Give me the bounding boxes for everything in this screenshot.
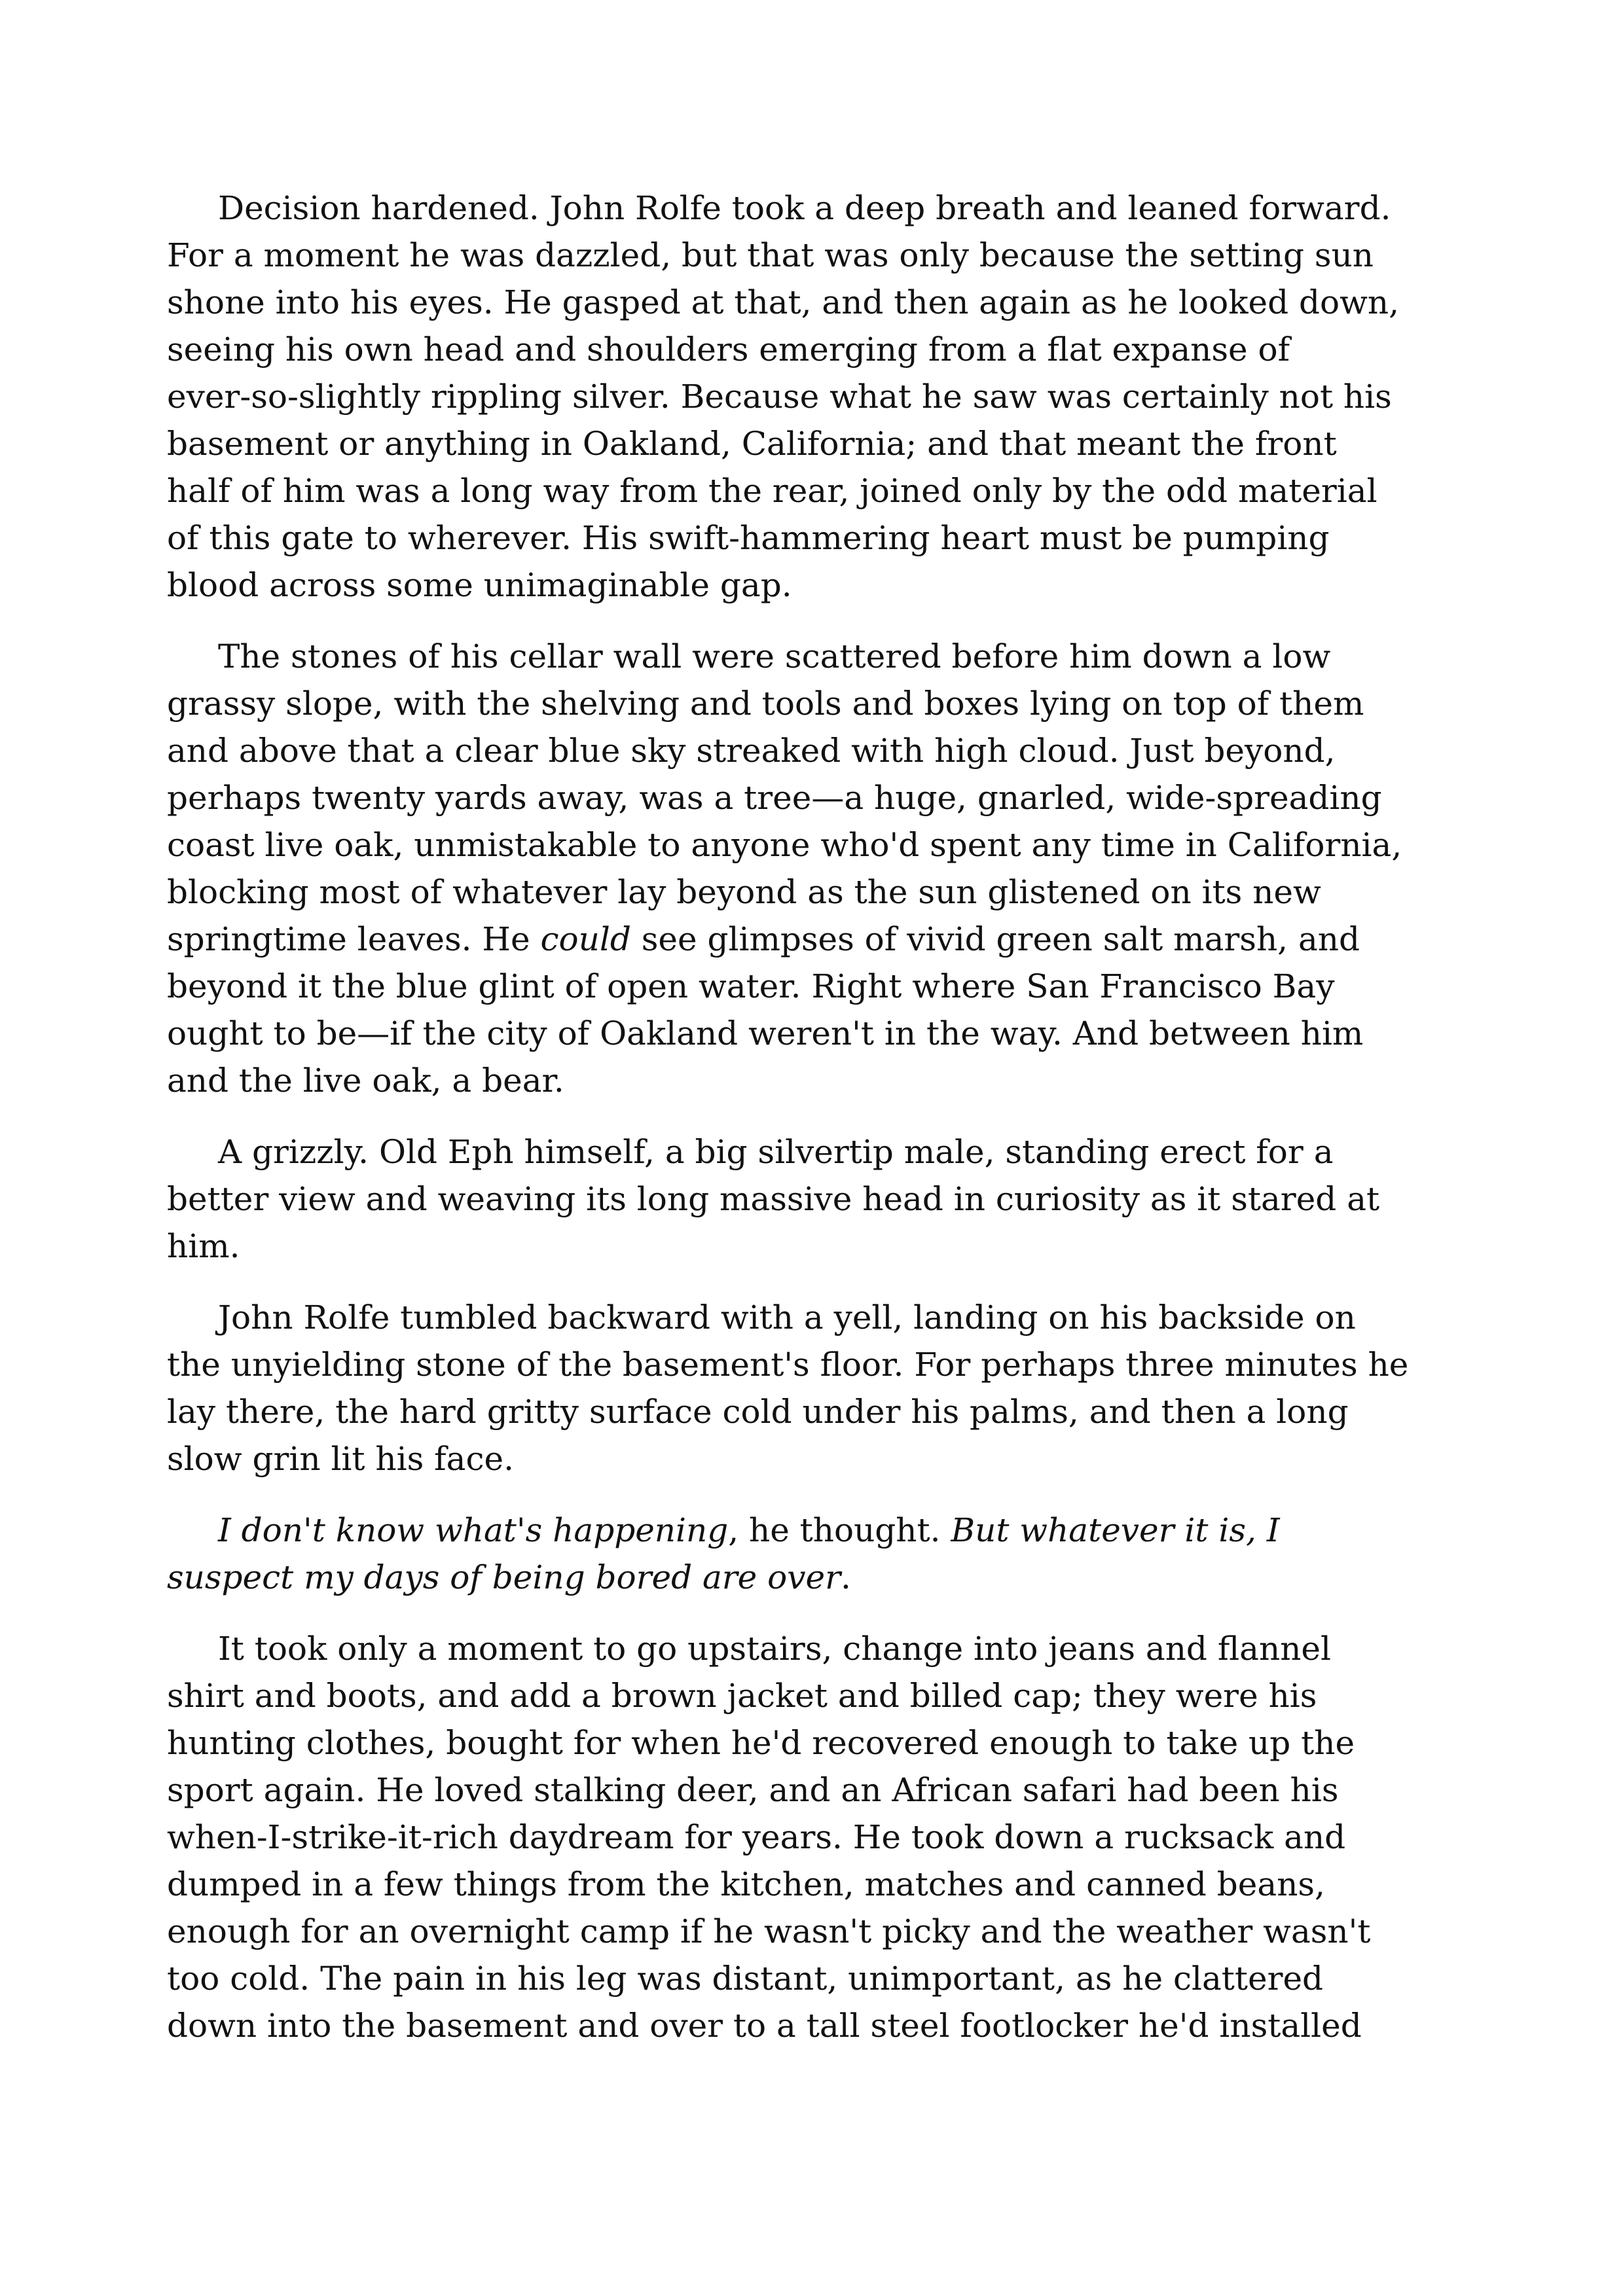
text-line: perhaps twenty yards away, was a tree—a huge, gnarled, wide-spreading bbox=[167, 779, 1382, 817]
text-line: dumped in a few things from the kitchen, matches and canned beans, bbox=[167, 1865, 1325, 1903]
text-segment: springtime leaves. He bbox=[167, 920, 541, 958]
text-line: ought to be—if the city of Oakland weren't in the way. And between him bbox=[167, 1014, 1364, 1052]
text-line: too cold. The pain in his leg was distant, unimportant, as he clattered bbox=[167, 1960, 1324, 1998]
text-line: For a moment he was dazzled, but that was only because the setting sun bbox=[167, 236, 1374, 274]
italic-thought: I don't know what's happening bbox=[218, 1511, 729, 1549]
text-segment: , he thought. bbox=[728, 1511, 951, 1549]
paragraph-2 bbox=[167, 633, 1503, 1104]
text-line: sport again. He loved stalking deer, and an African safari had been his bbox=[167, 1771, 1339, 1809]
text-line: Decision hardened. John Rolfe took a deep breath and leaned forward. bbox=[218, 189, 1391, 227]
text-line: down into the basement and over to a tall steel footlocker he'd installed bbox=[167, 2007, 1362, 2045]
text-line: shone into his eyes. He gasped at that, and then again as he looked down, bbox=[167, 283, 1400, 321]
text-line: The stones of his cellar wall were scattered before him down a low bbox=[218, 637, 1331, 675]
text-line: grassy slope, with the shelving and tools and boxes lying on top of them bbox=[167, 685, 1364, 723]
paragraph-4 bbox=[167, 1294, 1503, 1482]
text-line: slow grin lit his face. bbox=[167, 1440, 514, 1478]
text-line: him. bbox=[167, 1227, 240, 1265]
text-line: John Rolfe tumbled backward with a yell, landing on his backside on bbox=[218, 1299, 1356, 1336]
italic-word: could bbox=[540, 920, 631, 958]
text-line bbox=[167, 916, 1503, 963]
text-line: A grizzly. Old Eph himself, a big silvertip male, standing erect for a bbox=[218, 1133, 1334, 1171]
paragraph-5 bbox=[167, 1507, 1503, 1601]
italic-thought: But whatever it is, I bbox=[951, 1511, 1280, 1549]
text-line: enough for an overnight camp if he wasn't picky and the weather wasn't bbox=[167, 1912, 1371, 1950]
text-segment: see glimpses of vivid green salt marsh, and bbox=[630, 920, 1360, 958]
text-line: the unyielding stone of the basement's floor. For perhaps three minutes he bbox=[167, 1346, 1409, 1384]
paragraph-1 bbox=[167, 185, 1503, 609]
text-line: and above that a clear blue sky streaked with high cloud. Just beyond, bbox=[167, 732, 1336, 770]
text-line: basement or anything in Oakland, California; and that meant the front bbox=[167, 425, 1337, 463]
text-line: shirt and boots, and add a brown jacket and billed cap; they were his bbox=[167, 1677, 1317, 1715]
text-line: beyond it the blue glint of open water. Right where San Francisco Bay bbox=[167, 967, 1335, 1005]
text-line bbox=[167, 1554, 1503, 1601]
paragraph-6 bbox=[167, 1625, 1503, 2049]
text-line: half of him was a long way from the rear, joined only by the odd material bbox=[167, 472, 1377, 510]
text-line: blood across some unimaginable gap. bbox=[167, 566, 792, 604]
text-line: coast live oak, unmistakable to anyone who'd spent any time in California, bbox=[167, 826, 1402, 864]
text-line: It took only a moment to go upstairs, change into jeans and flannel bbox=[218, 1630, 1331, 1668]
text-line: when-I-strike-it-rich daydream for years. He took down a rucksack and bbox=[167, 1818, 1346, 1856]
text-line bbox=[167, 1507, 1503, 1554]
text-line: of this gate to wherever. His swift-hammering heart must be pumping bbox=[167, 519, 1330, 557]
italic-thought: suspect my days of being bored are over bbox=[167, 1558, 841, 1596]
text-line: better view and weaving its long massive head in curiosity as it stared at bbox=[167, 1180, 1380, 1218]
text-line: and the live oak, a bear. bbox=[167, 1062, 564, 1100]
paragraph-3 bbox=[167, 1128, 1503, 1270]
text-line: blocking most of whatever lay beyond as the sun glistened on its new bbox=[167, 873, 1321, 911]
text-line: lay there, the hard gritty surface cold under his palms, and then a long bbox=[167, 1393, 1349, 1431]
text-segment: . bbox=[841, 1558, 851, 1596]
book-page bbox=[167, 185, 1503, 2073]
text-line: seeing his own head and shoulders emerging from a flat expanse of bbox=[167, 331, 1290, 368]
text-line: ever-so-slightly rippling silver. Because what he saw was certainly not his bbox=[167, 378, 1392, 416]
text-line: hunting clothes, bought for when he'd recovered enough to take up the bbox=[167, 1724, 1355, 1762]
